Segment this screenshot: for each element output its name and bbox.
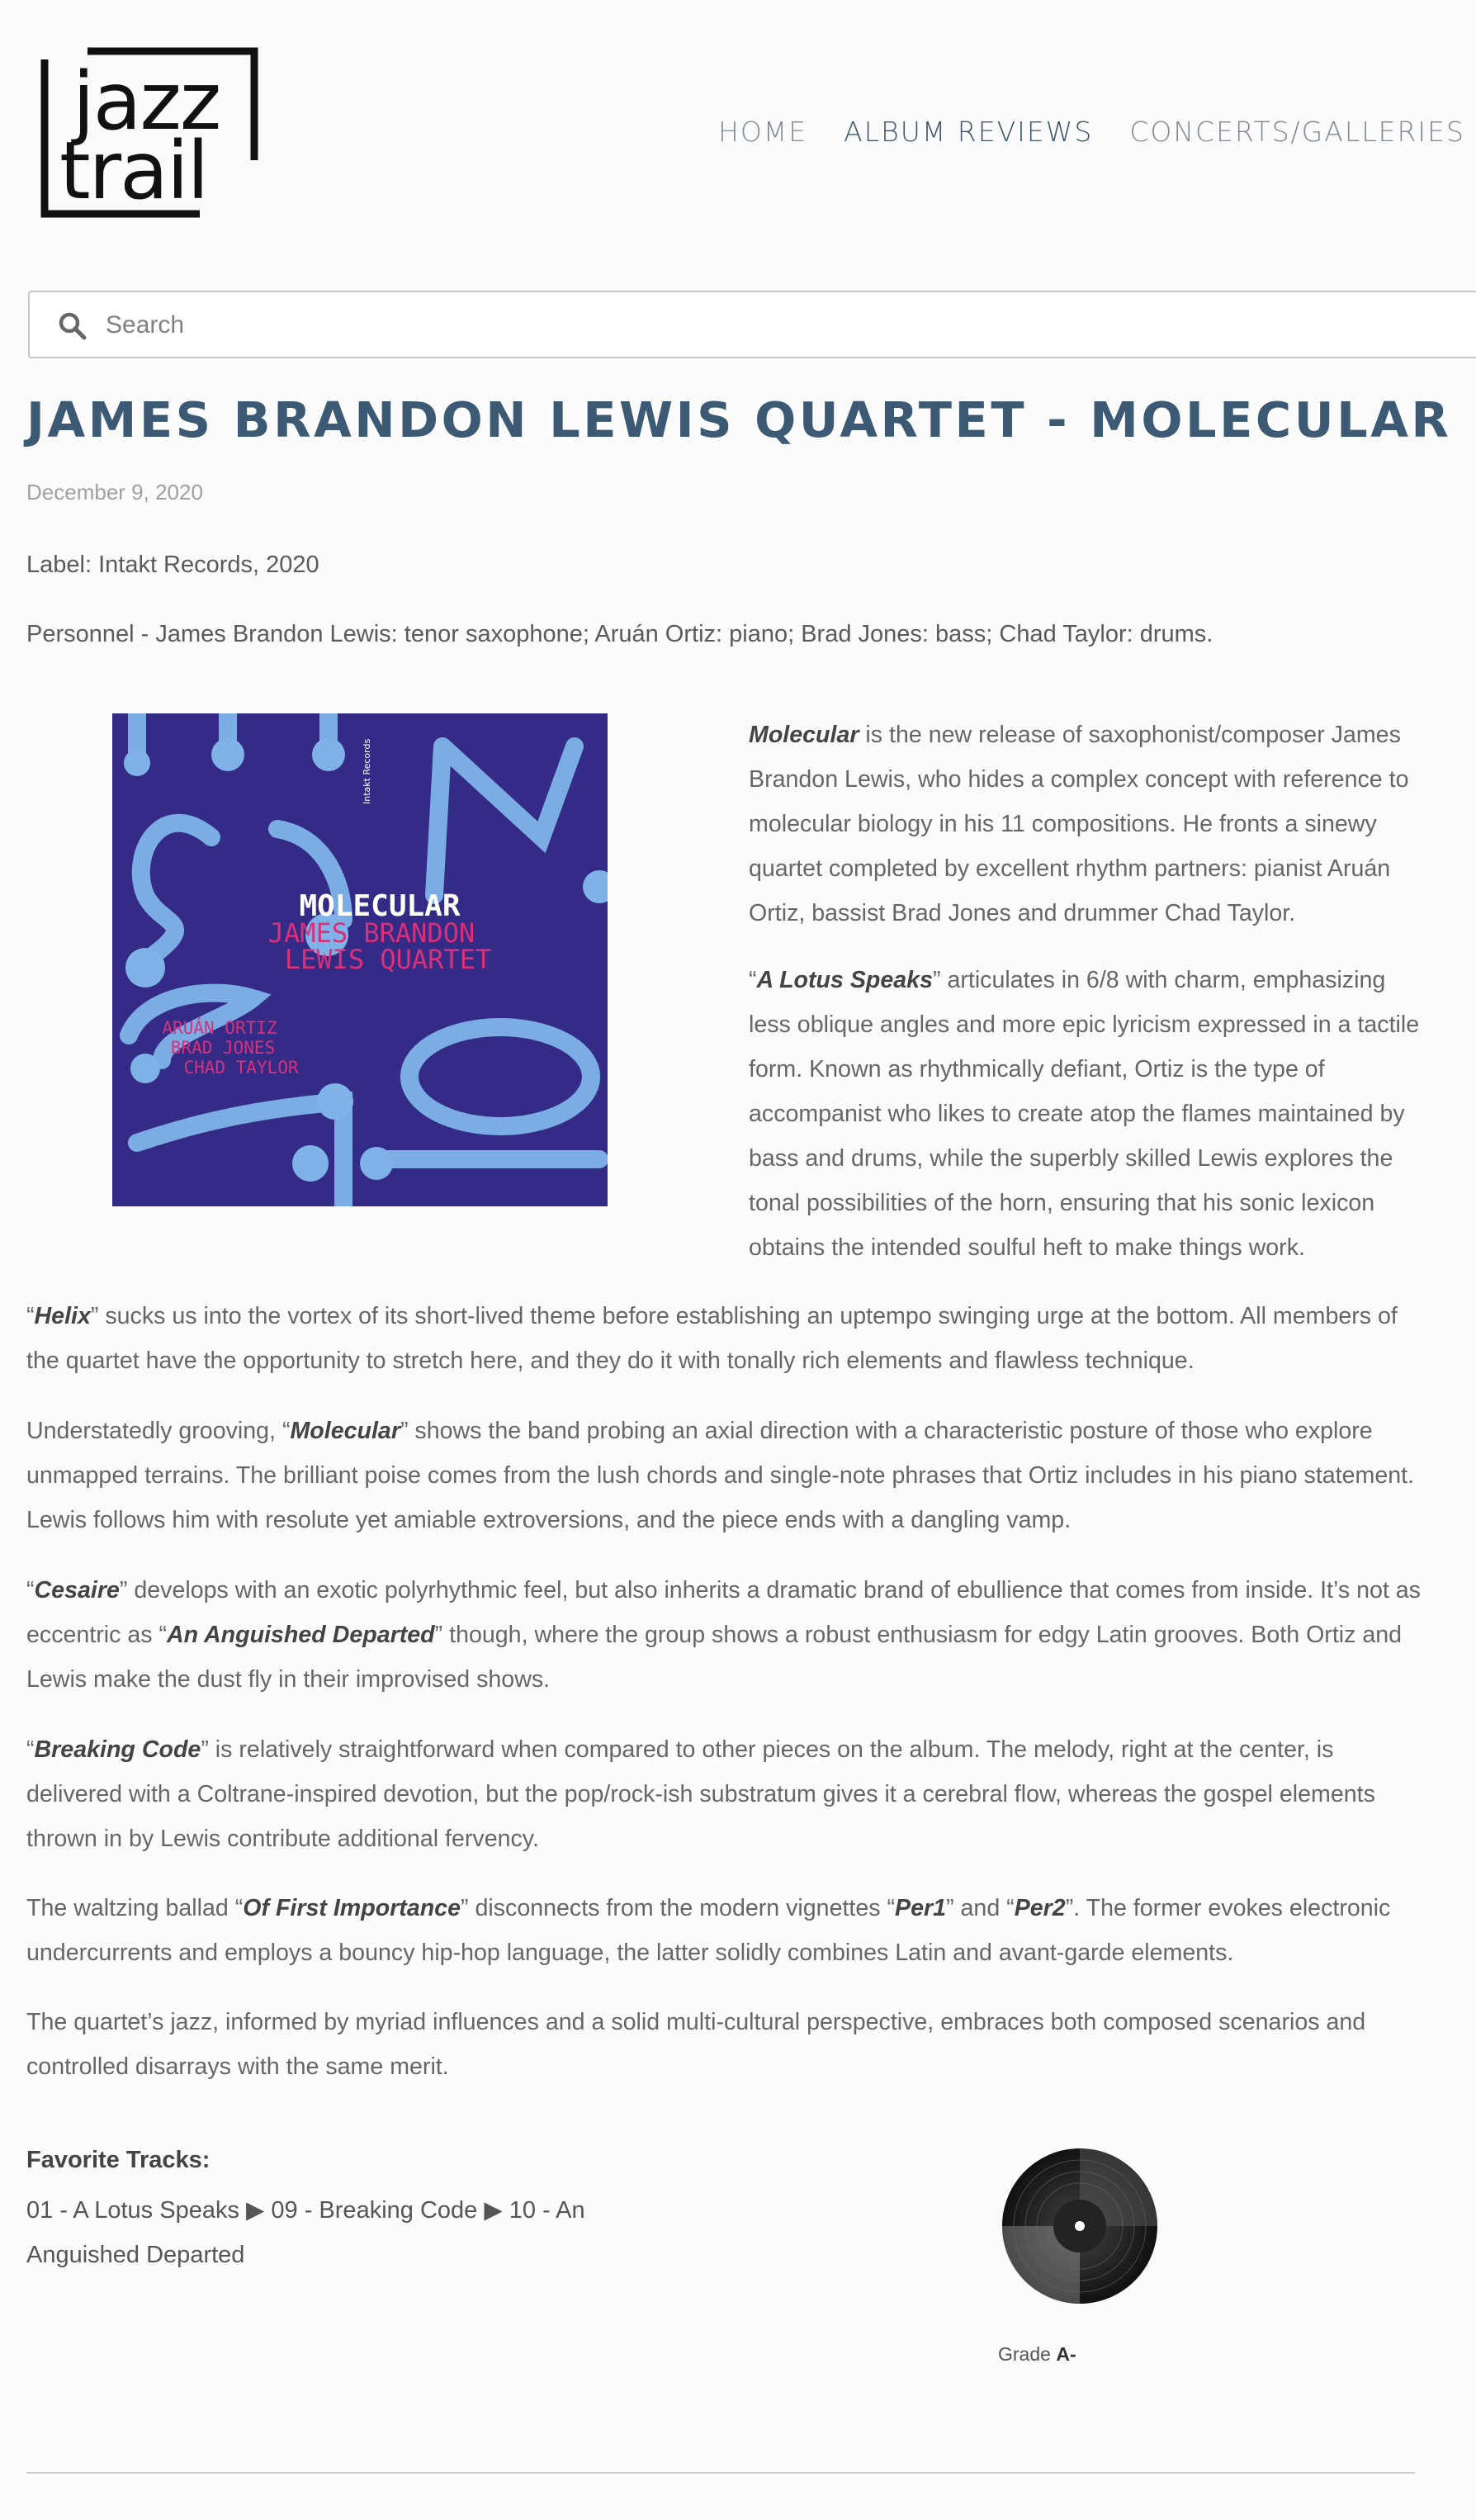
- track-an-anguished-departed: An Anguished Departed: [167, 1622, 435, 1648]
- track-a-lotus-speaks: A Lotus Speaks: [756, 967, 933, 993]
- favorite-track-3: 10 - An Anguished Departed: [26, 2197, 585, 2268]
- paragraph-text: ” is relatively straightforward when compared to other pieces on the album. The melody, right at the center, is delivered with a Coltrane-inspired devotion, but the pop/rock-ish substratum gives it a cerebral flow, whereas the gospel elements thrown in by Lewis contribute additional fervency.: [26, 1736, 1375, 1852]
- review-paragraph-1: [749, 713, 1426, 936]
- search-icon: [58, 311, 88, 341]
- grade-label: Grade: [998, 2343, 1051, 2365]
- paragraph-text: ” and “: [946, 1895, 1015, 1921]
- review-grade: [998, 2343, 1076, 2366]
- grade-value: A-: [1056, 2343, 1076, 2365]
- article-title: JAMES BRANDON LEWIS QUARTET - MOLECULAR: [26, 391, 1452, 448]
- paragraph-text: ” sucks us into the vortex of its short-lived theme before establishing an uptempo swinging urge at the bottom. All members of the quartet have the opportunity to stretch here, and they do it with tonally rich elements and flawless technique.: [26, 1303, 1398, 1374]
- nav-concerts-galleries[interactable]: CONCERTS/GALLERIES: [1129, 116, 1465, 148]
- favorite-track-2: 09 - Breaking Code: [271, 2197, 478, 2224]
- favorite-tracks-heading: Favorite Tracks:: [26, 2147, 211, 2173]
- paragraph-text: ”. The former evokes electronic undercurrents and employs a bouncy hip-hop language, the latter solidly combines Latin and avant-garde elements.: [26, 1895, 1391, 1966]
- album-cover: [112, 713, 608, 1206]
- paragraph-text: The waltzing ballad “: [26, 1895, 244, 1921]
- track-cesaire: Cesaire: [34, 1577, 120, 1603]
- search-input[interactable]: [104, 304, 1346, 347]
- logo-line1: jazz: [73, 55, 220, 148]
- track-of-first-importance: Of First Importance: [243, 1895, 461, 1921]
- cover-sideman-2: BRAD JONES: [170, 1038, 276, 1058]
- track-breaking-code: Breaking Code: [34, 1736, 201, 1763]
- cover-artist-line1: JAMES BRANDON: [267, 917, 475, 949]
- paragraph-text: ” though, where the group shows a robust enthusiasm for edgy Latin grooves. Both Ortiz and Lewis make the dust fly in their improvised shows.: [26, 1622, 1403, 1693]
- paragraph-text: ” disconnects from the modern vignettes “: [461, 1895, 896, 1921]
- paragraph-text: ” shows the band probing an axial direction with a characteristic posture of those who explore unmapped terrains. The brilliant poise comes from the lush chords and single-note phrases that Ortiz includes in his piano statement. Lewis follows him with resolute yet amiable extroversions, and the piece ends with a dangling vamp.: [26, 1418, 1415, 1533]
- favorite-tracks-list: [26, 2188, 604, 2277]
- review-paragraph-6: “Breaking Code” is relatively straightforward when compared to other pieces on the album. The melody, right at the center, is delivered with a Coltrane-inspired devotion, but the pop/rock-ish substratum gives it a cerebral flow, whereas the gospel elements thrown in by Lewis contribute additional fervency.: [26, 1736, 1375, 1852]
- record-label: Label: Intakt Records, 2020: [26, 552, 319, 578]
- cover-label-vertical: Intakt Records: [362, 738, 372, 804]
- album-name-molecular: Molecular: [749, 722, 859, 748]
- review-paragraph-8: The quartet’s jazz, informed by myriad influences and a solid multi-cultural perspective, embraces both composed scenarios and controlled disarrays with the same merit.: [26, 2009, 1366, 2080]
- paragraph-text: is the new release of saxophonist/composer James Brandon Lewis, who hides a complex concept with reference to molecular biology in his 11 compositions. He fronts a sinewy quartet completed by excellent rhythm partners: pianist Aruán Ortiz, bassist Brad Jones and drummer Chad Taylor.: [749, 722, 1409, 926]
- article-date: December 9, 2020: [26, 480, 203, 504]
- nav-home[interactable]: HOME: [718, 116, 808, 148]
- track-helix: Helix: [34, 1303, 91, 1329]
- jazz-trail-logo[interactable]: [38, 45, 261, 226]
- cover-artist-line2: LEWIS QUARTET: [284, 944, 492, 975]
- cover-sideman-1: ARUÁN ORTIZ: [162, 1018, 277, 1038]
- paragraph-text: Understatedly grooving, “: [26, 1418, 291, 1444]
- track-molecular: Molecular: [290, 1418, 400, 1444]
- main-nav: [718, 116, 1465, 148]
- cover-sideman-3: CHAD TAYLOR: [183, 1058, 299, 1078]
- paragraph-text: ” articulates in 6/8 with charm, emphasizing less oblique angles and more epic lyricism expressed in a tactile form. Known as rhythmically defiant, Ortiz is the type of accompanist who likes to create atop the flames maintained by bass and drums, while the superbly skilled Lewis explores the tonal possibilities of the horn, ensuring that his sonic lexicon obtains the intended soulful heft to make things work.: [749, 967, 1420, 1261]
- cover-album-title: MOLECULAR: [299, 889, 461, 923]
- play-arrow-icon: ▶: [246, 2197, 265, 2224]
- play-arrow-icon: ▶: [484, 2197, 503, 2224]
- paragraph-text: ” develops with an exotic polyrhythmic feel, but also inherits a dramatic brand of ebullience that comes from inside. It’s not as eccentric as “: [26, 1577, 1421, 1648]
- vinyl-record-icon: [1001, 2147, 1159, 2305]
- review-paragraph-2: “A Lotus Speaks” articulates in 6/8 with charm, emphasizing less oblique angles and more epic lyricism expressed in a tactile form. Known as rhythmically defiant, Ortiz is the type of accompanist who likes to create atop the flames maintained by bass and drums, while the superbly skilled Lewis explores the tonal possibilities of the horn, ensuring that his sonic lexicon obtains the intended soulful heft to make things work.: [749, 967, 1420, 1261]
- footer-divider: [26, 2472, 1415, 2474]
- track-per2: Per2: [1014, 1895, 1066, 1921]
- favorite-track-1: 01 - A Lotus Speaks: [26, 2197, 239, 2224]
- logo-line2: trail: [59, 125, 208, 217]
- review-paragraph-7: [26, 1886, 1422, 1975]
- review-paragraph-5: “Cesaire” develops with an exotic polyrhythmic feel, but also inherits a dramatic brand of ebullience that comes from inside. It’s not as eccentric as “An Anguished Departed” though, where the group shows a robust enthusiasm for edgy Latin grooves. Both Ortiz and Lewis make the dust fly in their improvised shows.: [26, 1577, 1421, 1693]
- review-paragraph-4: [26, 1409, 1422, 1542]
- track-per1: Per1: [895, 1895, 947, 1921]
- search-bar: [28, 291, 1476, 358]
- review-paragraph-3: “Helix” sucks us into the vortex of its short-lived theme before establishing an uptempo swinging urge at the bottom. All members of the quartet have the opportunity to stretch here, and they do it with tonally rich elements and flawless technique.: [26, 1303, 1398, 1374]
- personnel: Personnel - James Brandon Lewis: tenor saxophone; Aruán Ortiz: piano; Brad Jones: bass; Chad Taylor: drums.: [26, 621, 1213, 647]
- nav-album-reviews[interactable]: ALBUM REVIEWS: [844, 116, 1094, 148]
